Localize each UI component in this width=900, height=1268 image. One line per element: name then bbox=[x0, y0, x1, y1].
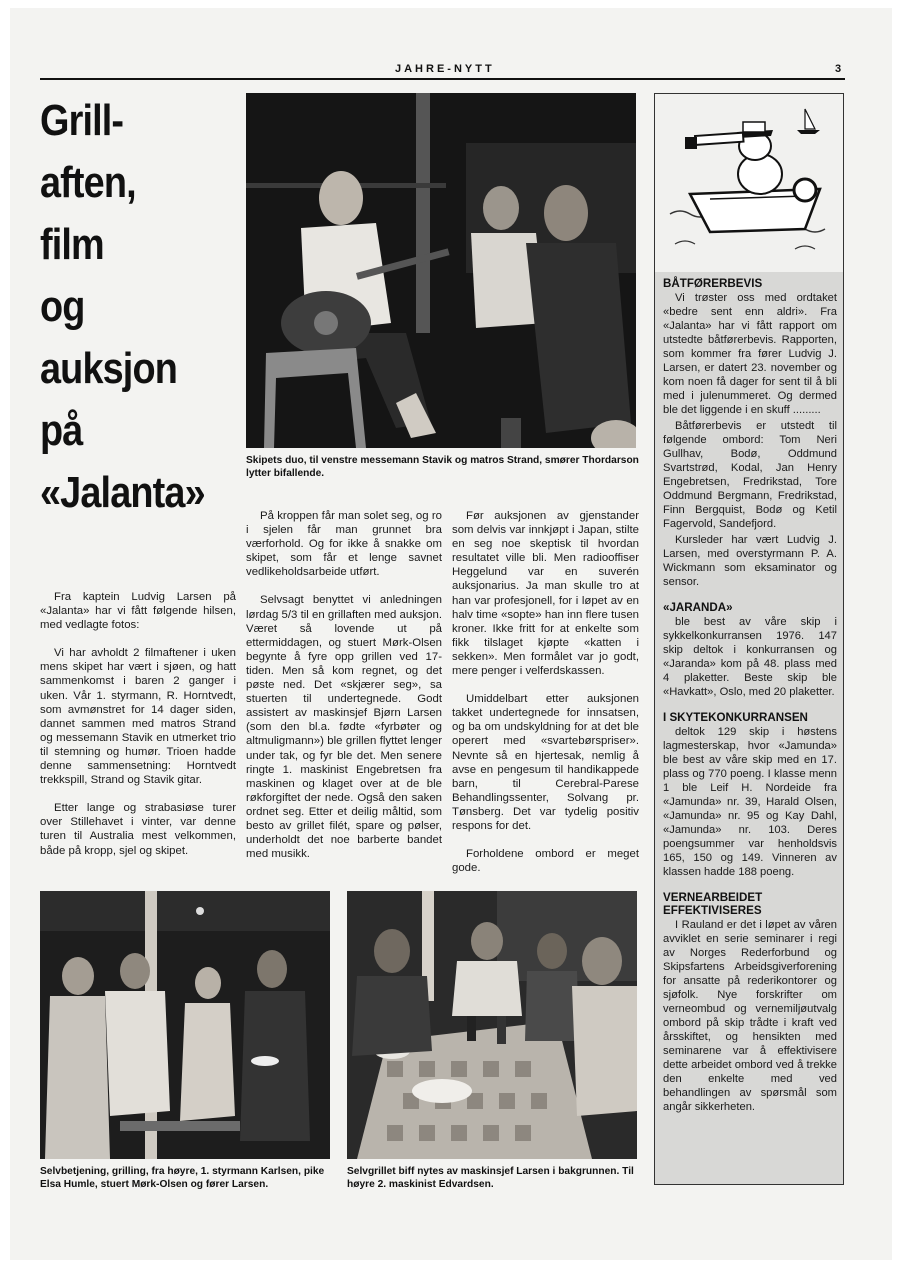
photo-dining-image bbox=[347, 891, 637, 1159]
headline bbox=[40, 90, 212, 524]
paragraph: Før auksjonen av gjenstander som delvis var innkjøpt i Japan, stilte en seg noe skeptisk til hvordan resultatet ville bli. Men radiooffiser Heggelund var en suverén auksjonarius. Ja man skulle tro at han var profesjonell, for i løpet av en halv time «sopte» han inn flere tusen kroner. Ikke fritt for at enkelte som fikk tilslaget kjøpte «katten i sekken». Men formålet var jo godt, mere penger i velferdskassen. bbox=[452, 510, 639, 678]
paragraph: Vi har avholdt 2 filmaftener i uken mens skipet har vært i sjøen, og hatt sammenkomst i baren 2 ganger i uken. Vår 1. styrmann, R. Horntvedt, som avmønstret for 14 dager siden, dannet sammen med matros Strand og messemann Stavik en utmerket trio til stemning og humør. Trioen hadde denne sammensetning: Horntvedt trekkspill, Strand og Stavik gitar. bbox=[40, 647, 236, 787]
paragraph: Selvsagt benyttet vi anledningen lørdag 5/3 til en grillaften med auksjon. Været så lovende ut på ettermiddagen, og stuert Mørk-Olsen begynte å fyre opp grillen ved 17-tiden. Men så kom regnet, og det pøste ned. Det «skjærer seg», sa stuerten til undertegnede. Godt assistert av maskinsjef Bjørn Larsen (som den bl.a. fødte «fyrbøter og altmuligmann») ble grillen flyttet lenger under tak, og fyr ble det. Men senere ringte 1. maskinist Engebretsen fra maskinen og klaget over at de ble røkforgiftet der nede. Også den saken ordnet seg. Etter et deilig måltid, som besto av grillet filét, spare og pølser, underholdt det noe barberte bandet med musikk. bbox=[246, 594, 442, 861]
article-column-2 bbox=[246, 509, 442, 875]
photo-dining bbox=[347, 891, 637, 1159]
section-heading: «JARANDA» bbox=[663, 601, 733, 614]
paragraph: Umiddelbart etter auksjonen takket undertegnede for innsatsen, og ba om undskyldning for at det ble operert med «svartebørspriser». Nevnte så en hjertesak, nemlig å avse en pengesum til handikappede barn, til Cerebral-Parese Behandlingssenter, Solvang pr. Tønsberg. Det var tydelig positiv respons for det. bbox=[452, 693, 639, 832]
sidebar-content bbox=[663, 277, 837, 1126]
paragraph: I Rauland er det i løpet av våren avviklet en serie seminarer i regi av Norges Rederforbund og Skipsfartens Arbeidsgiverforening for ansatte på rederikontorer og sjøfolk. Nye forskrifter om verneombud og vernemiljøutvalg ombord på skip trådte i kraft ved årsskiftet, og hensikten med seminarene var å effektivisere dette arbeidet ombord ved å trekke den enkelte med ved behandlingen av spørsmål som angår sikkerheten. bbox=[663, 919, 837, 1113]
section-heading: BÅTFØRERBEVIS bbox=[663, 277, 763, 290]
paragraph: Fra kaptein Ludvig Larsen på «Jalanta» har vi fått følgende hilsen, med vedlagte fotos: bbox=[40, 591, 236, 632]
sidebar-section-batforerbevis bbox=[663, 277, 837, 589]
caption-text: Selvbetjening, grilling, fra høyre, 1. styrmann Karlsen, pike Elsa Humle, stuert Mørk-Olsen og fører Larsen. bbox=[40, 1166, 325, 1190]
headline-line: «Jalanta» bbox=[40, 468, 205, 517]
headline-line: aften, bbox=[40, 158, 136, 207]
section-heading: I SKYTEKONKURRANSEN bbox=[663, 711, 808, 724]
caption-text: Skipets duo, til venstre messemann Stavik og matros Strand, smører Thordarson lytter bifallende. bbox=[246, 455, 639, 479]
headline-line: film bbox=[40, 220, 104, 269]
headline-line: og bbox=[40, 282, 85, 331]
publication-name: JAHRE-NYTT bbox=[395, 63, 495, 75]
caption-top-photo bbox=[246, 454, 641, 480]
paragraph: ble best av våre skip i sykkelkonkurransen 1976. 147 skip deltok i konkurransen og «Jaranda» kom på 48. plass med 4 plaketter. Beste skip ble «Havkatt», Oslo, med 20 plaketter. bbox=[663, 616, 837, 698]
paragraph: På kroppen får man solet seg, og ro i sjelen får man grunnet bra værforhold. Og for ikke å snakke om skipet, som får et lenge savnet vedlikeholdsarbeide utført. bbox=[246, 510, 442, 579]
photo-guitar-duo-image bbox=[246, 93, 636, 448]
header-rule bbox=[40, 78, 845, 80]
sidebar-illustration bbox=[655, 94, 843, 272]
photo-grilling bbox=[40, 891, 330, 1159]
photo-guitar-duo bbox=[246, 93, 636, 448]
paragraph: Båtførerbevis er utstedt til følgende ombord: Tom Neri Gullhav, Bodø, Oddmund Svartstrød, Kodal, Jan Henry Engebretsen, Fredrikstad, Tore Oddmund Bergmann, Fredrikstad, Finn Bergquist, Bodø og Ketil Fagervold, Sandefjord. bbox=[663, 420, 837, 530]
paragraph: Kursleder har vært Ludvig J. Larsen, med overstyrmann P. A. Wickmann som eksaminator og sensor. bbox=[663, 534, 837, 588]
article-column-3 bbox=[452, 509, 639, 889]
sidebar-section-jaranda bbox=[663, 601, 837, 699]
paragraph: Forholdene ombord er meget gode. bbox=[452, 848, 639, 875]
paragraph: Etter lange og strabasiøse turer over Stillehavet i vinter, var denne turen til Australia mest velkommen, både på kropp, sjel og skipet. bbox=[40, 802, 236, 857]
sailor-telescope-icon bbox=[655, 94, 843, 272]
page-number: 3 bbox=[835, 63, 842, 75]
photo-grilling-image bbox=[40, 891, 330, 1159]
caption-bottom-left bbox=[40, 1165, 336, 1191]
section-heading: VERNEARBEIDET EFFEKTIVISERES bbox=[663, 891, 763, 917]
headline-line: på bbox=[40, 406, 83, 455]
sidebar-section-skytekonkurransen bbox=[663, 711, 837, 879]
paragraph: deltok 129 skip i høstens lagmesterskap, hvor «Jamunda» ble best av våre skip med en 17. plass og 770 poeng. I klasse menn 1 ble Leif H. Nordeide fra «Jamunda» nr. 39, Harald Olsen, «Jamunda» nr. 95 og Kay Dahl, «Jamunda» nr. 103. Deres poengsummer var henholdsvis 165, 150 og 149. Vinneren av klassen hadde 188 poeng. bbox=[663, 726, 837, 878]
caption-text: Selvgrillet biff nytes av maskinsjef Larsen i bakgrunnen. Til høyre 2. maskinist Edvardsen. bbox=[347, 1166, 634, 1190]
headline-line: Grill- bbox=[40, 96, 124, 145]
newspaper-page bbox=[10, 8, 892, 1260]
paragraph: Vi trøster oss med ordtaket «bedre sent enn aldri». Fra «Jalanta» har vi fått rapport om utstedte båtførerbevis. Rapporten, som kommer fra fører Ludvig J. Larsen, er datert 23. november og kom noen få dager for sent til å bli med i julenummeret. Og dermed ble det liggende i en skuff ......... bbox=[663, 292, 837, 416]
sidebar-section-vernearbeidet bbox=[663, 891, 837, 1114]
caption-bottom-right bbox=[347, 1165, 643, 1191]
headline-line: auksjon bbox=[40, 344, 177, 393]
article-column-1 bbox=[40, 590, 236, 872]
sidebar-box bbox=[654, 93, 844, 1185]
